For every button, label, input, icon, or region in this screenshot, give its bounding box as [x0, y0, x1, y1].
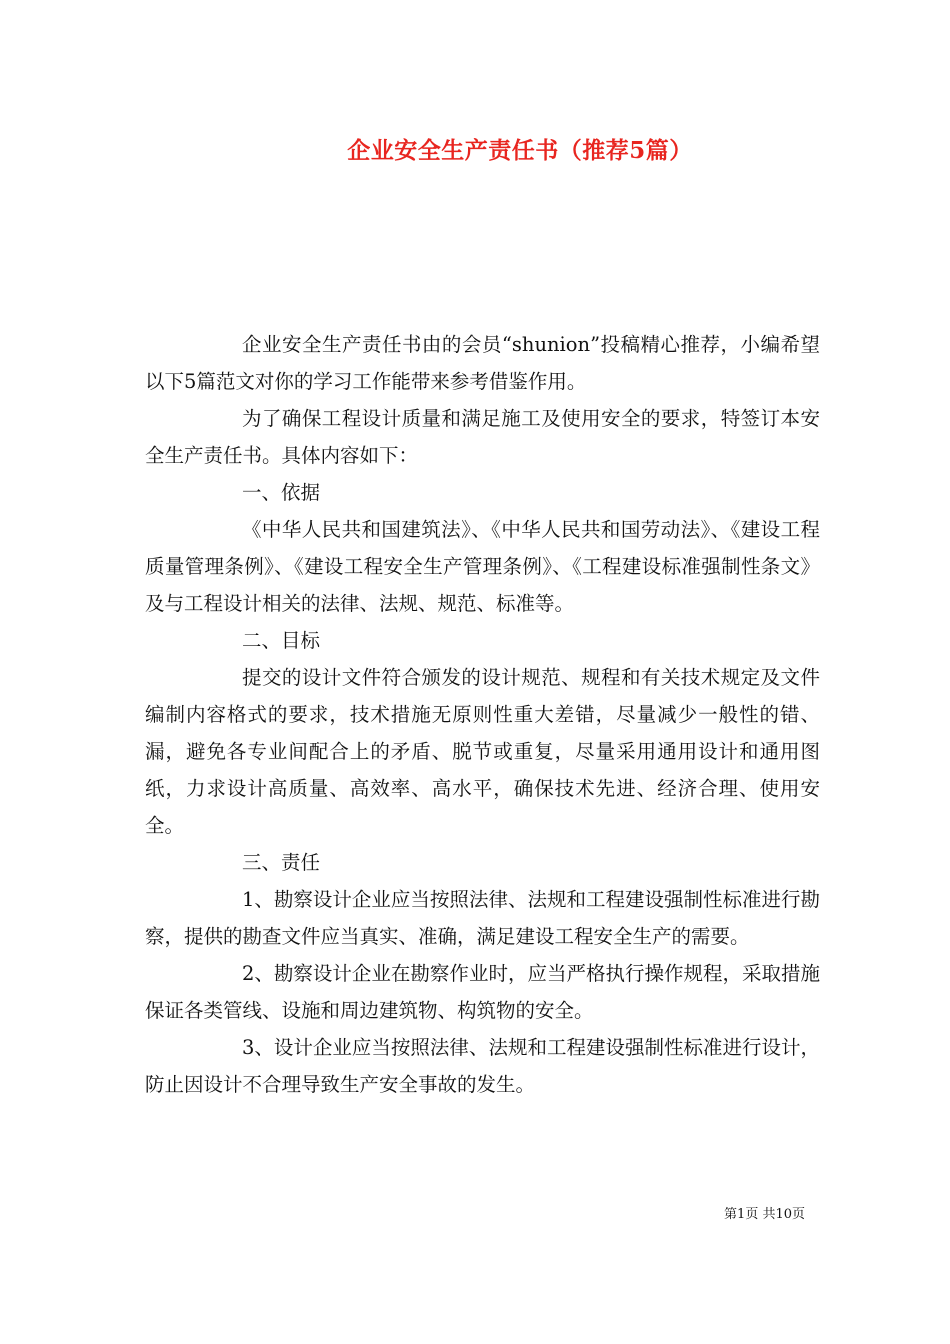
document-title: 企业安全生产责任书（推荐5篇） — [347, 137, 693, 164]
paragraph-intro: 企业安全生产责任书由的会员“shunion”投稿精心推荐，小编希望以下5篇范文对你的学习工作能带来参考借鉴作用。 — [145, 333, 820, 393]
paragraph-responsibility-1: 1、勘察设计企业应当按照法律、法规和工程建设强制性标准进行勘察，提供的勘查文件应当真实、准确，满足建设工程安全生产的需要。 — [145, 888, 820, 948]
page-number: 第1页 共10页 — [724, 1207, 805, 1222]
paragraph-goal: 提交的设计文件符合颁发的设计规范、规程和有关技术规定及文件编制内容格式的要求，技术措施无原则性重大差错，尽量减少一般性的错、漏，避免各专业间配合上的矛盾、脱节或重复，尽量采用通用设计和通用图纸，力求设计高质量、高效率、高水平，确保技术先进、经济合理、使用安全。 — [145, 666, 820, 837]
paragraph-purpose: 为了确保工程设计质量和满足施工及使用安全的要求，特签订本安全生产责任书。具体内容如下： — [145, 407, 820, 467]
paragraph-responsibility-3: 3、设计企业应当按照法律、法规和工程建设强制性标准进行设计，防止因设计不合理导致生产安全事故的发生。 — [145, 1036, 820, 1096]
section-heading-basis: 一、依据 — [242, 481, 321, 504]
document-body — [145, 326, 820, 1103]
paragraph-basis: 《中华人民共和国建筑法》、《中华人民共和国劳动法》、《建设工程质量管理条例》、《建设工程安全生产管理条例》、《工程建设标准强制性条文》及与工程设计相关的法律、法规、规范、标准等。 — [145, 518, 820, 615]
paragraph-responsibility-2: 2、勘察设计企业在勘察作业时，应当严格执行操作规程，采取措施保证各类管线、设施和周边建筑物、构筑物的安全。 — [145, 962, 820, 1022]
section-heading-responsibility: 三、责任 — [242, 851, 321, 874]
section-heading-goal: 二、目标 — [242, 629, 321, 652]
